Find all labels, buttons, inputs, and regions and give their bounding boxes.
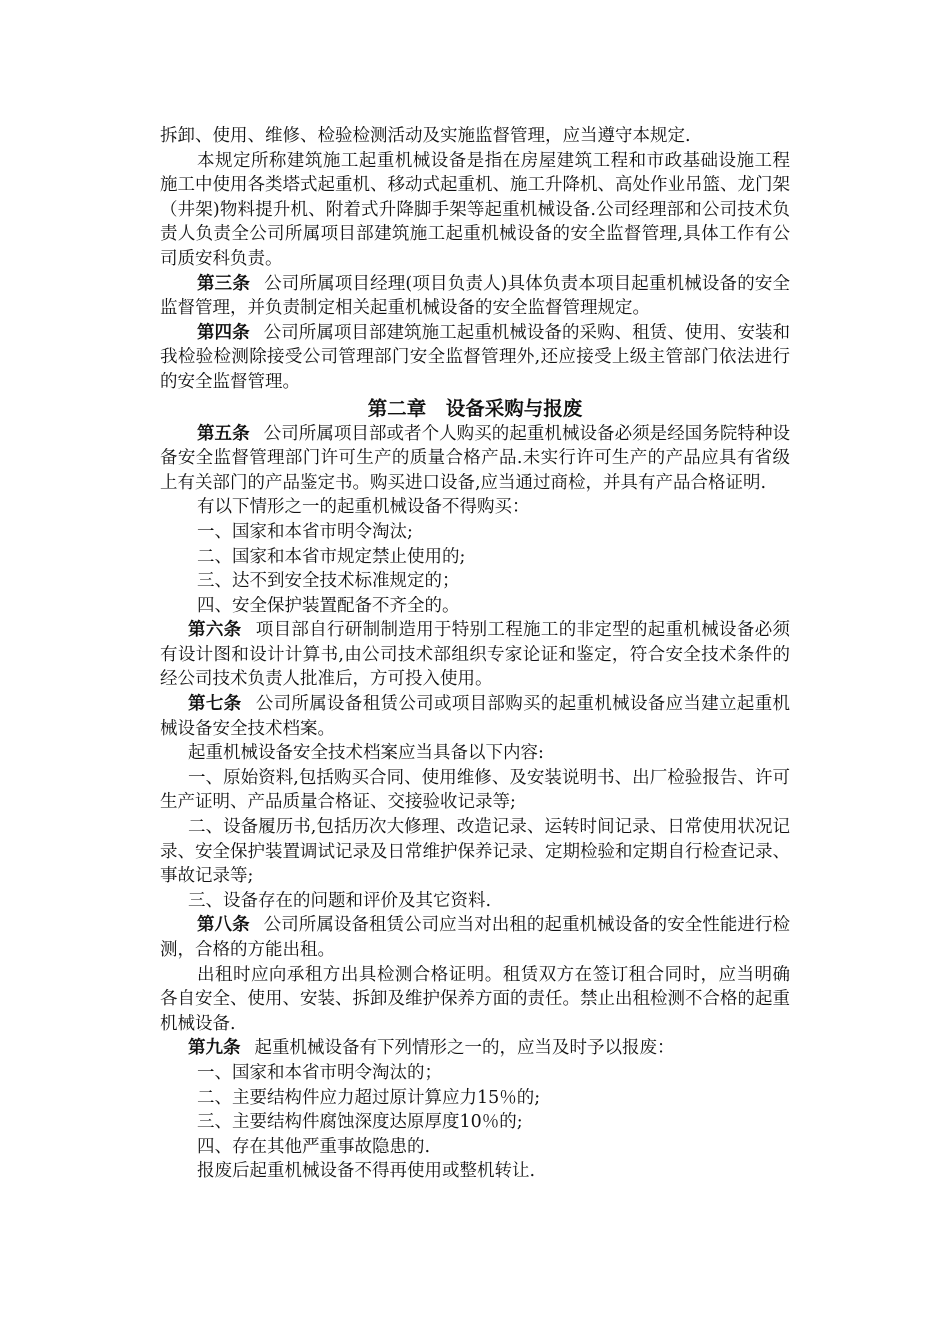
article-paragraph	[160, 422, 790, 496]
article-label: 第八条	[197, 915, 250, 936]
article-text: 项目部自行研制制造用于特别工程施工的非定型的起重机械设备必须有设计图和设计计算书,由公司技术部组织专家论证和鉴定，符合安全技术条件的经公司技术负责人批准后，方可投入使用。	[160, 620, 791, 690]
paragraph: 一、原始资料,包括购买合同、使用维修、及安装说明书、出厂检验报告、许可生产证明、产品质量合格证、交接验收记录等;	[160, 767, 790, 813]
article-text: 公司所属设备租赁公司应当对出租的起重机械设备的安全性能进行检测，合格的方能出租。	[160, 915, 791, 960]
article-paragraph	[160, 321, 790, 395]
article-label: 第三条	[197, 273, 250, 294]
article-label: 第五条	[197, 423, 250, 444]
list-item: 三、主要结构件腐蚀深度达原厚度10％的;	[197, 1112, 523, 1133]
chapter-heading: 第二章 设备采购与报废	[367, 396, 583, 420]
list-item: 三、达不到安全技术标准规定的；	[197, 571, 460, 592]
list-item: 二、国家和本省市规定禁止使用的;	[197, 546, 466, 567]
list-item: 四、安全保护装置配备不齐全的。	[197, 595, 460, 616]
article-label: 第七条	[188, 694, 242, 715]
paragraph: 出租时应向承租方出具检测合格证明。租赁双方在签订租合同时，应当明确各自安全、使用、安装、拆卸及维护保养方面的责任。禁止出租检测不合格的起重机械设备.	[160, 964, 790, 1034]
article-paragraph	[160, 272, 790, 321]
list-item: 一、国家和本省市明令淘汰;	[197, 521, 413, 542]
article-paragraph	[160, 1036, 790, 1061]
article-label: 第九条	[188, 1038, 241, 1059]
document-body	[160, 124, 790, 1184]
article-label: 第四条	[197, 322, 250, 343]
paragraph: 三、设备存在的问题和评价及其它资料.	[188, 890, 492, 911]
article-label: 第六条	[188, 620, 242, 641]
article-paragraph	[160, 913, 790, 962]
paragraph: 本规定所称建筑施工起重机械设备是指在房屋建筑工程和市政基础设施工程施工中使用各类塔式起重机、移动式起重机、施工升降机、高处作业吊篮、龙门架（井架)物料提升机、附着式升降脚手架等起重机械设备.公司经理部和公司技术负责人负责全公司所属项目部建筑施工起重机械设备的安全监督管理,具体工作有公司质安科负责。	[160, 150, 790, 269]
list-item: 一、国家和本省市明令淘汰的；	[197, 1062, 442, 1083]
paragraph: 拆卸、使用、维修、检验检测活动及实施监督管理，应当遵守本规定.	[160, 126, 691, 146]
article-text: 公司所属项目经理(项目负责人)具体负责本项目起重机械设备的安全监督管理，并负责制定相关起重机械设备的安全监督管理规定。	[160, 273, 791, 319]
article-text: 公司所属设备租赁公司或项目部购买的起重机械设备应当建立起重机械设备安全技术档案。	[160, 694, 791, 739]
article-text: 公司所属项目部建筑施工起重机械设备的采购、租赁、使用、安装和我检验检测除接受公司管理部门安全监督管理外,还应接受上级主管部门依法进行的安全监督管理。	[160, 322, 791, 392]
article-paragraph	[160, 618, 790, 692]
paragraph: 二、设备履历书,包括历次大修理、改造记录、运转时间记录、日常使用状况记录、安全保护装置调试记录及日常维护保养记录、定期检验和定期自行检查记录、事故记录等;	[160, 817, 790, 887]
paragraph: 报废后起重机械设备不得再使用或整机转让.	[197, 1161, 536, 1182]
list-item: 四、存在其他严重事故隐患的.	[197, 1136, 431, 1157]
paragraph: 起重机械设备安全技术档案应当具备以下内容:	[188, 743, 544, 764]
article-text: 起重机械设备有下列情形之一的，应当及时予以报废：	[254, 1038, 675, 1059]
article-text: 公司所属项目部或者个人购买的起重机械设备必须是经国务院特种设备安全监督管理部门许可生产的质量合格产品.未实行许可生产的产品应具有省级上有关部门的产品鉴定书。购买进口设备,应当通过商检，并具有产品合格证明.	[160, 423, 791, 493]
list-item: 二、主要结构件应力超过原计算应力15％的;	[197, 1087, 541, 1108]
paragraph: 有以下情形之一的起重机械设备不得购买：	[197, 497, 530, 518]
article-paragraph	[160, 692, 790, 741]
